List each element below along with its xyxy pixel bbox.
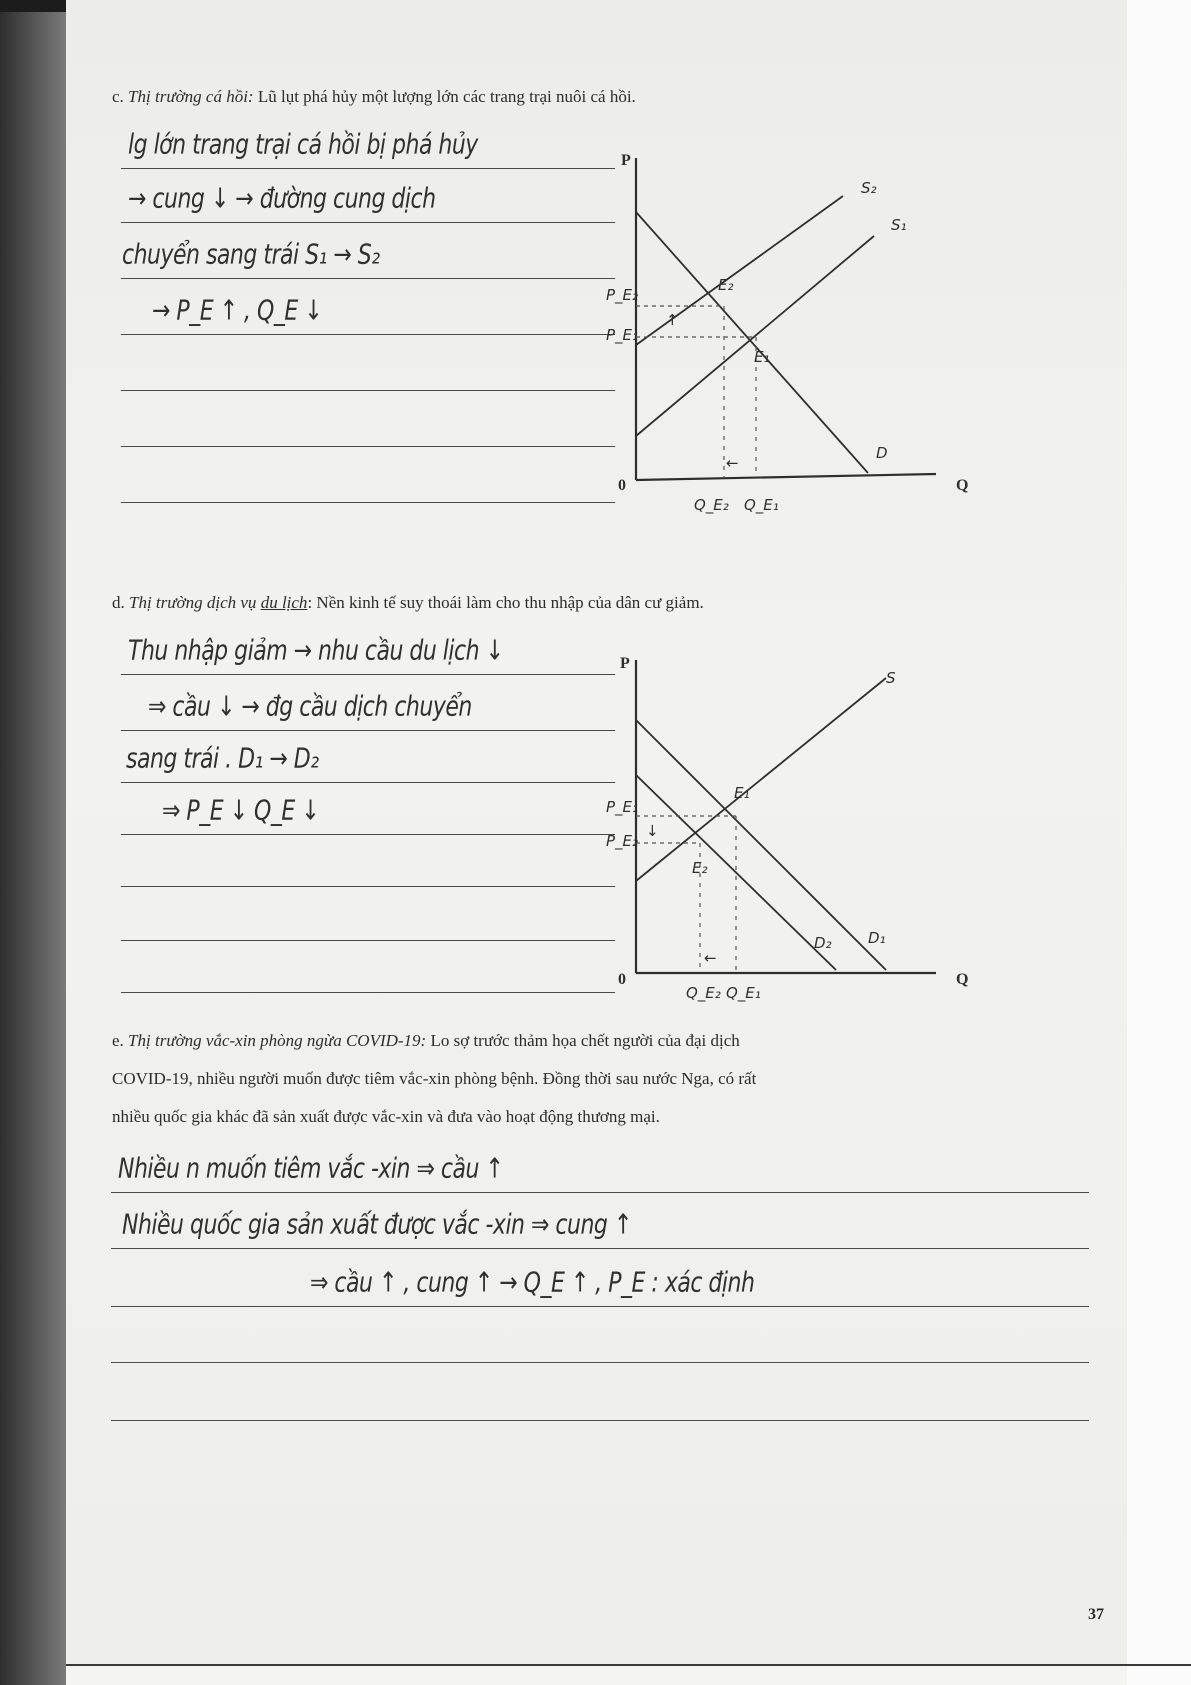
handwritten-answer: lg lớn trang trại cá hồi bị phá hủy (128, 129, 478, 161)
price-up-arrow: ↑ (666, 311, 679, 329)
question-d (112, 584, 1012, 622)
demand-label: D (876, 444, 888, 462)
q-axis-label: Q (956, 477, 969, 494)
supply-label: S (886, 669, 896, 687)
supply-shift-graph (586, 140, 1026, 530)
q-axis-label: Q (956, 971, 969, 988)
question-d-event: Nền kinh tế suy thoái làm cho thu nhập của dân cư giảm. (316, 593, 704, 612)
answer-line (111, 1306, 1089, 1307)
answer-line (111, 1420, 1089, 1421)
answer-line (121, 992, 615, 993)
answer-line (121, 278, 615, 279)
question-d-label: d. (112, 593, 125, 612)
qty-left-arrow: ← (704, 949, 717, 967)
answer-line (121, 446, 615, 447)
answer-line (121, 390, 615, 391)
question-e-event: COVID-19, nhiều người muốn được tiêm vắc-xin phòng bệnh. Đồng thời sau nước Nga, có rất (112, 1069, 757, 1088)
question-c-market: Thị trường cá hồi: (128, 87, 254, 106)
e2-label: E₂ (718, 276, 734, 294)
question-e-event: Lo sợ trước thảm họa chết người của đại dịch (430, 1031, 740, 1050)
d1-label: D₁ (868, 929, 886, 947)
qe1-label: Q_E₁ (726, 984, 761, 1002)
page-number: 37 (1088, 1606, 1104, 1623)
origin-label: 0 (618, 477, 626, 494)
supply-curve-s1 (636, 236, 874, 436)
pe2-label: P_E₂ (606, 832, 639, 850)
answer-line (121, 730, 615, 731)
handwritten-answer: ⇒ cầu ↓ → đg cầu dịch chuyển (148, 691, 472, 723)
question-d-market: Thị trường dịch vụ (129, 593, 261, 612)
answer-line (121, 502, 615, 503)
s2-label: S₂ (861, 179, 877, 197)
qe1-label: Q_E₁ (744, 496, 779, 514)
price-down-arrow: ↓ (646, 822, 659, 840)
workbook-page (66, 0, 1127, 1664)
qe2-label: Q_E₂ (694, 496, 729, 514)
question-e-market: Thị trường vắc-xin phòng ngừa COVID-19: (128, 1031, 427, 1050)
answer-line (121, 674, 615, 675)
handwritten-answer: → cung ↓ → đường cung dịch (128, 183, 436, 215)
p-axis-label: P (620, 655, 630, 672)
e1-label: E₁ (754, 348, 770, 366)
p-axis-label: P (621, 152, 631, 169)
handwritten-answer: sang trái . D₁ → D₂ (126, 743, 319, 775)
question-d-colon: : (307, 593, 313, 612)
question-c-event: Lũ lụt phá hủy một lượng lớn các trang trại nuôi cá hồi. (257, 87, 636, 106)
answer-line (121, 222, 615, 223)
demand-shift-graph (586, 648, 1026, 1008)
question-e-label: e. (112, 1031, 124, 1050)
question-d-market-underlined: du lịch (260, 593, 308, 612)
handwritten-answer: ⇒ P_E ↓ Q_E ↓ (162, 795, 320, 827)
quantity-axis (636, 474, 936, 480)
answer-line (121, 886, 615, 887)
s1-label: S₁ (891, 216, 907, 234)
e1-label: E₁ (734, 784, 750, 802)
supply-curve (636, 678, 886, 881)
demand-curve-d1 (636, 720, 886, 970)
handwritten-answer: chuyển sang trái S₁ → S₂ (122, 239, 380, 271)
book-binding-edge (0, 0, 66, 1685)
demand-curve-d2 (636, 775, 836, 970)
answer-line (121, 782, 615, 783)
qty-left-arrow: ← (726, 454, 739, 472)
pe1-label: P_E₁ (606, 798, 639, 816)
qe2-label: Q_E₂ (686, 984, 721, 1002)
answer-line (121, 834, 615, 835)
question-c (112, 78, 1012, 116)
answer-line (111, 1248, 1089, 1249)
origin-label: 0 (618, 971, 626, 988)
question-e-event: nhiều quốc gia khác đã sản xuất được vắc-xin và đưa vào hoạt động thương mại. (112, 1107, 660, 1126)
answer-line (121, 168, 615, 169)
d2-label: D₂ (814, 934, 832, 952)
answer-line (121, 334, 615, 335)
e2-label: E₂ (692, 859, 708, 877)
handwritten-answer: ⇒ cầu ↑ , cung ↑ → Q_E ↑ , P_E : xác định (310, 1267, 755, 1299)
handwritten-answer: → P_E ↑ , Q_E ↓ (152, 295, 323, 327)
question-e (112, 1022, 1102, 1136)
handwritten-answer: Nhiều n muốn tiêm vắc -xin ⇒ cầu ↑ (118, 1153, 504, 1185)
answer-line (121, 940, 615, 941)
question-c-label: c. (112, 87, 124, 106)
answer-line (111, 1192, 1089, 1193)
page-bottom-edge (66, 1664, 1191, 1666)
handwritten-answer: Nhiều quốc gia sản xuất được vắc -xin ⇒ cung ↑ (122, 1209, 632, 1241)
handwritten-answer: Thu nhập giảm → nhu cầu du lịch ↓ (128, 635, 504, 667)
scan-right-margin (1127, 0, 1191, 1685)
demand-curve (636, 212, 868, 473)
pe2-label: P_E₂ (606, 286, 639, 304)
answer-line (111, 1362, 1089, 1363)
pe1-label: P_E₁ (606, 326, 639, 344)
